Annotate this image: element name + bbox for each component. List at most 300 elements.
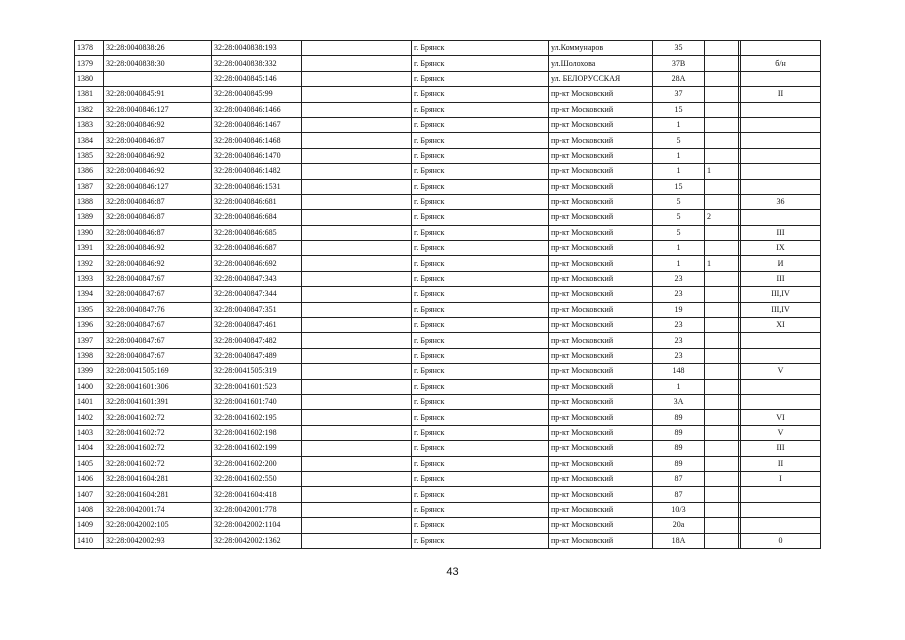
cell-house-number: 20а [653,518,705,533]
cell-house-number: 15 [653,102,705,117]
cell-street: пр-кт Московский [549,456,653,471]
table-row [75,287,821,302]
cell-blank-column [302,410,412,425]
cell-premises: 36 [741,194,821,209]
cell-house-number: 23 [653,318,705,333]
cell-row-number: 1401 [75,394,104,409]
cell-object-cadastral-number: 32:28:0041602:195 [212,410,302,425]
cell-blank-column [302,133,412,148]
cell-building [705,425,739,440]
property-table [74,40,821,549]
cell-premises: I [741,471,821,486]
cell-street: пр-кт Московский [549,348,653,363]
cell-object-cadastral-number: 32:28:0040838:332 [212,56,302,71]
cell-city: г. Брянск [412,471,549,486]
cell-street: пр-кт Московский [549,302,653,317]
cell-building: 1 [705,256,739,271]
table-body [75,41,821,549]
cell-cadastral-number: 32:28:0040846:87 [104,210,212,225]
cell-object-cadastral-number: 32:28:0040846:1467 [212,117,302,132]
cell-object-cadastral-number: 32:28:0040846:681 [212,194,302,209]
cell-city: г. Брянск [412,133,549,148]
cell-row-number: 1405 [75,456,104,471]
cell-building [705,533,739,548]
cell-cadastral-number: 32:28:0041601:306 [104,379,212,394]
cell-row-number: 1381 [75,87,104,102]
cell-row-number: 1406 [75,471,104,486]
cell-street: пр-кт Московский [549,487,653,502]
table-row [75,502,821,517]
table-row [75,441,821,456]
cell-house-number: 15 [653,179,705,194]
cell-house-number: 23 [653,348,705,363]
cell-blank-column [302,256,412,271]
cell-street: ул.Коммунаров [549,41,653,56]
cell-object-cadastral-number: 32:28:0040846:1468 [212,133,302,148]
cell-city: г. Брянск [412,318,549,333]
cell-house-number: 23 [653,271,705,286]
cell-premises [741,333,821,348]
cell-cadastral-number: 32:28:0040846:92 [104,148,212,163]
table-row [75,225,821,240]
cell-cadastral-number: 32:28:0041602:72 [104,456,212,471]
cell-row-number: 1378 [75,41,104,56]
cell-object-cadastral-number: 32:28:0041602:199 [212,441,302,456]
cell-street: пр-кт Московский [549,379,653,394]
cell-house-number: 5 [653,210,705,225]
table-row [75,333,821,348]
cell-house-number: 1 [653,164,705,179]
cell-house-number: 1 [653,117,705,132]
table-row [75,87,821,102]
cell-blank-column [302,179,412,194]
cell-cadastral-number: 32:28:0040847:67 [104,287,212,302]
cell-row-number: 1388 [75,194,104,209]
cell-street: пр-кт Московский [549,318,653,333]
cell-house-number: 28А [653,71,705,86]
cell-city: г. Брянск [412,210,549,225]
cell-street: пр-кт Московский [549,87,653,102]
cell-street: пр-кт Московский [549,133,653,148]
cell-row-number: 1391 [75,241,104,256]
cell-building [705,456,739,471]
cell-building [705,148,739,163]
cell-premises [741,71,821,86]
cell-blank-column [302,225,412,240]
cell-city: г. Брянск [412,379,549,394]
cell-building [705,71,739,86]
cell-blank-column [302,164,412,179]
cell-street: пр-кт Московский [549,394,653,409]
cell-row-number: 1400 [75,379,104,394]
cell-street: пр-кт Московский [549,533,653,548]
cell-blank-column [302,333,412,348]
cell-blank-column [302,271,412,286]
cell-cadastral-number: 32:28:0040847:67 [104,348,212,363]
cell-premises [741,487,821,502]
cell-cadastral-number: 32:28:0042001:74 [104,502,212,517]
cell-blank-column [302,210,412,225]
cell-cadastral-number: 32:28:0041505:169 [104,364,212,379]
table-row [75,348,821,363]
cell-row-number: 1395 [75,302,104,317]
table-row [75,410,821,425]
table-row [75,133,821,148]
cell-premises [741,502,821,517]
cell-city: г. Брянск [412,271,549,286]
table-row [75,210,821,225]
cell-building [705,364,739,379]
cell-cadastral-number: 32:28:0040838:26 [104,41,212,56]
cell-object-cadastral-number: 32:28:0040838:193 [212,41,302,56]
cell-row-number: 1399 [75,364,104,379]
cell-object-cadastral-number: 32:28:0040846:684 [212,210,302,225]
cell-premises: II [741,456,821,471]
cell-building: 1 [705,164,739,179]
cell-blank-column [302,87,412,102]
cell-premises: V [741,425,821,440]
cell-house-number: 5 [653,225,705,240]
cell-cadastral-number: 32:28:0040847:76 [104,302,212,317]
cell-city: г. Брянск [412,241,549,256]
cell-cadastral-number: 32:28:0041602:72 [104,410,212,425]
cell-premises: IX [741,241,821,256]
cell-city: г. Брянск [412,394,549,409]
cell-city: г. Брянск [412,456,549,471]
cell-row-number: 1389 [75,210,104,225]
cell-building [705,102,739,117]
page-number: 43 [446,566,459,578]
cell-street: пр-кт Московский [549,287,653,302]
cell-object-cadastral-number: 32:28:0040846:687 [212,241,302,256]
table-row [75,102,821,117]
cell-building [705,410,739,425]
cell-street: пр-кт Московский [549,210,653,225]
cell-premises [741,518,821,533]
cell-street: пр-кт Московский [549,164,653,179]
cell-premises [741,41,821,56]
cell-city: г. Брянск [412,164,549,179]
cell-house-number: 89 [653,456,705,471]
cell-city: г. Брянск [412,225,549,240]
cell-premises: III [741,225,821,240]
cell-premises: III,IV [741,302,821,317]
cell-city: г. Брянск [412,117,549,132]
cell-building [705,394,739,409]
cell-building [705,502,739,517]
cell-cadastral-number: 32:28:0040846:127 [104,179,212,194]
table-row [75,394,821,409]
cell-premises [741,148,821,163]
cell-premises: И [741,256,821,271]
cell-row-number: 1398 [75,348,104,363]
cell-blank-column [302,441,412,456]
cell-row-number: 1404 [75,441,104,456]
cell-blank-column [302,117,412,132]
cell-row-number: 1383 [75,117,104,132]
cell-city: г. Брянск [412,56,549,71]
cell-object-cadastral-number: 32:28:0042001:778 [212,502,302,517]
cell-blank-column [302,533,412,548]
cell-city: г. Брянск [412,502,549,517]
cell-street: пр-кт Московский [549,256,653,271]
cell-blank-column [302,518,412,533]
cell-blank-column [302,148,412,163]
cell-object-cadastral-number: 32:28:0040846:1466 [212,102,302,117]
cell-premises: VI [741,410,821,425]
cell-row-number: 1394 [75,287,104,302]
cell-building [705,333,739,348]
cell-object-cadastral-number: 32:28:0040847:344 [212,287,302,302]
cell-city: г. Брянск [412,102,549,117]
cell-blank-column [302,102,412,117]
cell-object-cadastral-number: 32:28:0041604:418 [212,487,302,502]
cell-cadastral-number: 32:28:0040846:87 [104,225,212,240]
cell-blank-column [302,502,412,517]
table-row [75,487,821,502]
cell-row-number: 1392 [75,256,104,271]
cell-building [705,471,739,486]
table-row [75,41,821,56]
cell-object-cadastral-number: 32:28:0040846:692 [212,256,302,271]
cell-cadastral-number: 32:28:0040846:127 [104,102,212,117]
cell-building [705,87,739,102]
cell-city: г. Брянск [412,71,549,86]
cell-object-cadastral-number: 32:28:0041601:523 [212,379,302,394]
cell-building [705,194,739,209]
cell-row-number: 1407 [75,487,104,502]
cell-cadastral-number [104,71,212,86]
cell-premises: XI [741,318,821,333]
cell-premises [741,210,821,225]
cell-object-cadastral-number: 32:28:0041601:740 [212,394,302,409]
cell-blank-column [302,318,412,333]
cell-building [705,41,739,56]
cell-row-number: 1385 [75,148,104,163]
cell-city: г. Брянск [412,287,549,302]
cell-city: г. Брянск [412,333,549,348]
cell-row-number: 1390 [75,225,104,240]
cell-cadastral-number: 32:28:0040846:92 [104,241,212,256]
cell-premises: 0 [741,533,821,548]
cell-premises: III,IV [741,287,821,302]
cell-street: пр-кт Московский [549,117,653,132]
cell-building [705,379,739,394]
cell-building [705,302,739,317]
cell-cadastral-number: 32:28:0042002:93 [104,533,212,548]
cell-city: г. Брянск [412,348,549,363]
cell-object-cadastral-number: 32:28:0040846:685 [212,225,302,240]
cell-building: 2 [705,210,739,225]
cell-premises [741,102,821,117]
cell-building [705,287,739,302]
cell-row-number: 1379 [75,56,104,71]
table-row [75,518,821,533]
cell-premises: III [741,441,821,456]
table-row [75,533,821,548]
cell-blank-column [302,487,412,502]
cell-blank-column [302,348,412,363]
cell-house-number: 89 [653,410,705,425]
cell-cadastral-number: 32:28:0040838:30 [104,56,212,71]
cell-blank-column [302,394,412,409]
cell-cadastral-number: 32:28:0040846:92 [104,256,212,271]
cell-premises [741,394,821,409]
cell-premises: III [741,271,821,286]
cell-building [705,133,739,148]
cell-house-number: 1 [653,148,705,163]
cell-city: г. Брянск [412,302,549,317]
cell-object-cadastral-number: 32:28:0040847:461 [212,318,302,333]
cell-blank-column [302,241,412,256]
cell-premises [741,348,821,363]
cell-cadastral-number: 32:28:0040847:67 [104,333,212,348]
cell-city: г. Брянск [412,487,549,502]
cell-object-cadastral-number: 32:28:0040847:351 [212,302,302,317]
cell-house-number: 1 [653,256,705,271]
cell-city: г. Брянск [412,425,549,440]
cell-row-number: 1382 [75,102,104,117]
cell-building [705,318,739,333]
cell-cadastral-number: 32:28:0041601:391 [104,394,212,409]
cell-street: пр-кт Московский [549,194,653,209]
cell-premises [741,117,821,132]
cell-city: г. Брянск [412,518,549,533]
cell-blank-column [302,56,412,71]
cell-blank-column [302,364,412,379]
cell-blank-column [302,456,412,471]
cell-object-cadastral-number: 32:28:0040847:489 [212,348,302,363]
cell-blank-column [302,194,412,209]
cell-street: пр-кт Московский [549,179,653,194]
cell-object-cadastral-number: 32:28:0040846:1470 [212,148,302,163]
cell-row-number: 1380 [75,71,104,86]
cell-city: г. Брянск [412,364,549,379]
table-row [75,179,821,194]
cell-blank-column [302,471,412,486]
cell-premises [741,164,821,179]
cell-city: г. Брянск [412,148,549,163]
cell-house-number: 37 [653,87,705,102]
cell-street: пр-кт Московский [549,471,653,486]
cell-blank-column [302,287,412,302]
cell-house-number: 5 [653,133,705,148]
cell-object-cadastral-number: 32:28:0040846:1482 [212,164,302,179]
cell-street: пр-кт Московский [549,225,653,240]
cell-cadastral-number: 32:28:0041602:72 [104,441,212,456]
cell-house-number: 89 [653,425,705,440]
cell-premises [741,379,821,394]
cell-object-cadastral-number: 32:28:0040846:1531 [212,179,302,194]
table-row [75,56,821,71]
table-row [75,425,821,440]
cell-street: пр-кт Московский [549,333,653,348]
cell-house-number: 5 [653,194,705,209]
cell-street: пр-кт Московский [549,425,653,440]
cell-object-cadastral-number: 32:28:0041602:550 [212,471,302,486]
cell-building [705,117,739,132]
cell-city: г. Брянск [412,533,549,548]
cell-street: ул. БЕЛОРУССКАЯ [549,71,653,86]
cell-cadastral-number: 32:28:0040846:87 [104,133,212,148]
table-row [75,117,821,132]
cell-cadastral-number: 32:28:0040846:87 [104,194,212,209]
cell-city: г. Брянск [412,41,549,56]
cell-city: г. Брянск [412,179,549,194]
table-row [75,241,821,256]
table-row [75,456,821,471]
cell-premises: б/н [741,56,821,71]
cell-street: пр-кт Московский [549,241,653,256]
cell-row-number: 1403 [75,425,104,440]
table-row [75,164,821,179]
cell-house-number: 87 [653,471,705,486]
cell-city: г. Брянск [412,441,549,456]
cell-house-number: 35 [653,41,705,56]
cell-building [705,179,739,194]
table-row [75,379,821,394]
cell-house-number: 87 [653,487,705,502]
cell-building [705,225,739,240]
cell-object-cadastral-number: 32:28:0040847:343 [212,271,302,286]
cell-row-number: 1408 [75,502,104,517]
cell-cadastral-number: 32:28:0041602:72 [104,425,212,440]
cell-house-number: 89 [653,441,705,456]
cell-house-number: 23 [653,333,705,348]
cell-street: пр-кт Московский [549,148,653,163]
cell-blank-column [302,71,412,86]
cell-premises: V [741,364,821,379]
cell-object-cadastral-number: 32:28:0041505:319 [212,364,302,379]
cell-blank-column [302,302,412,317]
cell-city: г. Брянск [412,410,549,425]
cell-row-number: 1393 [75,271,104,286]
cell-row-number: 1409 [75,518,104,533]
cell-house-number: 3А [653,394,705,409]
cell-street: ул.Шолохова [549,56,653,71]
cell-row-number: 1396 [75,318,104,333]
cell-premises: II [741,87,821,102]
table-row [75,256,821,271]
cell-object-cadastral-number: 32:28:0041602:198 [212,425,302,440]
table-row [75,148,821,163]
cell-blank-column [302,379,412,394]
cell-house-number: 1 [653,241,705,256]
cell-cadastral-number: 32:28:0040846:92 [104,117,212,132]
cell-house-number: 148 [653,364,705,379]
cell-building [705,441,739,456]
table-row [75,271,821,286]
table-row [75,71,821,86]
table-row [75,471,821,486]
cell-house-number: 10/3 [653,502,705,517]
cell-row-number: 1386 [75,164,104,179]
cell-city: г. Брянск [412,256,549,271]
cell-object-cadastral-number: 32:28:0042002:1104 [212,518,302,533]
cell-object-cadastral-number: 32:28:0041602:200 [212,456,302,471]
cell-building [705,56,739,71]
cell-building [705,241,739,256]
cell-object-cadastral-number: 32:28:0040845:146 [212,71,302,86]
cell-street: пр-кт Московский [549,502,653,517]
cell-street: пр-кт Московский [549,271,653,286]
cell-building [705,487,739,502]
table-row [75,318,821,333]
cell-cadastral-number: 32:28:0042002:105 [104,518,212,533]
cell-house-number: 18А [653,533,705,548]
cell-house-number: 37В [653,56,705,71]
cell-house-number: 23 [653,287,705,302]
